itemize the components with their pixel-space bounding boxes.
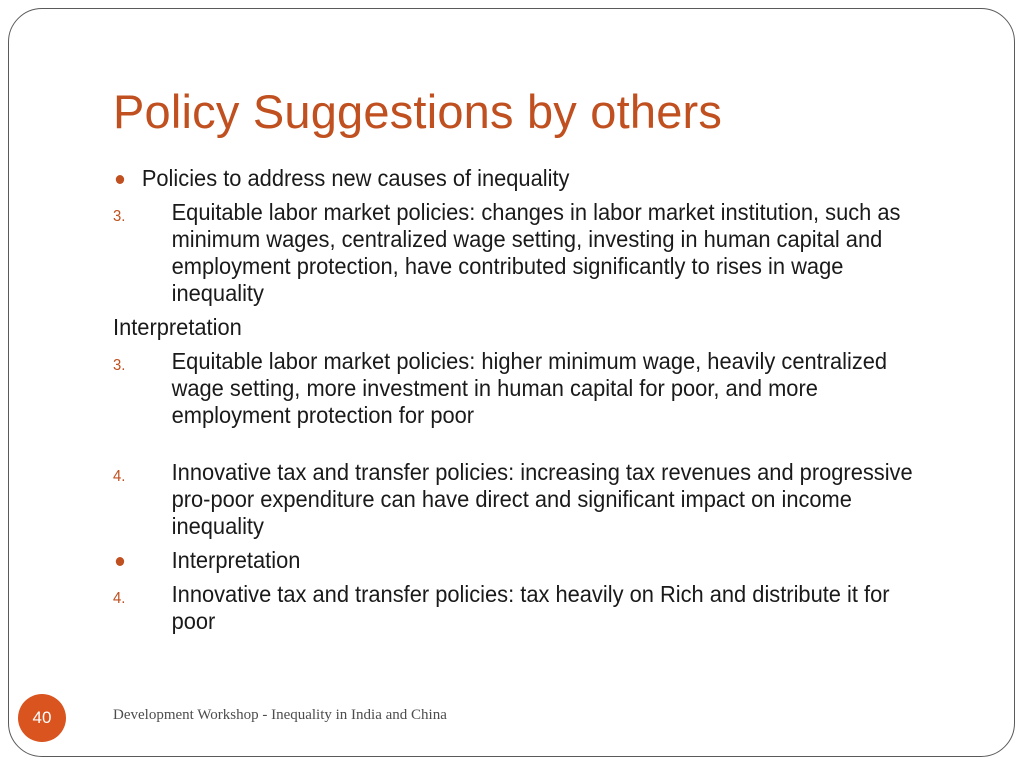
item-number: 4.: [113, 590, 126, 607]
item-text: Innovative tax and transfer policies: increasing tax revenues and progressive pro-poor expenditure can have direct and significant impact on income inequality: [171, 459, 913, 539]
slide-body: [113, 165, 913, 635]
numbered-item: [113, 459, 913, 540]
item-number: 3.: [113, 357, 126, 374]
numbered-item: [113, 199, 913, 307]
numbered-item: [113, 348, 913, 429]
slide-footer: Development Workshop - Inequality in India and China: [113, 707, 447, 723]
item-number: 4.: [113, 468, 126, 485]
slide-title: Policy Suggestions by others: [113, 85, 723, 138]
item-text: Equitable labor market policies: changes in labor market institution, such as minimum wages, centralized wage setting, investing in human capital and employment protection, have contributed significantly to rises in wage inequality: [171, 199, 901, 306]
item-text: Innovative tax and transfer policies: tax heavily on Rich and distribute it for poor: [171, 581, 890, 634]
item-text: Equitable labor market policies: higher minimum wage, heavily centralized wage setting, more investment in human capital for poor, and more employment protection for poor: [171, 348, 888, 428]
bullet-item: [113, 165, 913, 192]
bullet-icon: [116, 557, 124, 566]
bullet-item: [113, 547, 913, 574]
plain-item: [113, 314, 913, 341]
numbered-item: [113, 581, 913, 635]
slide-number-badge: [18, 694, 66, 742]
bullet-text: Policies to address new causes of inequality: [141, 165, 570, 191]
bullet-text: Interpretation: [171, 547, 301, 573]
slide-number: 40: [32, 708, 52, 727]
bullet-icon: [116, 175, 124, 184]
item-number: 3.: [113, 208, 126, 225]
item-text: Interpretation: [113, 314, 242, 340]
